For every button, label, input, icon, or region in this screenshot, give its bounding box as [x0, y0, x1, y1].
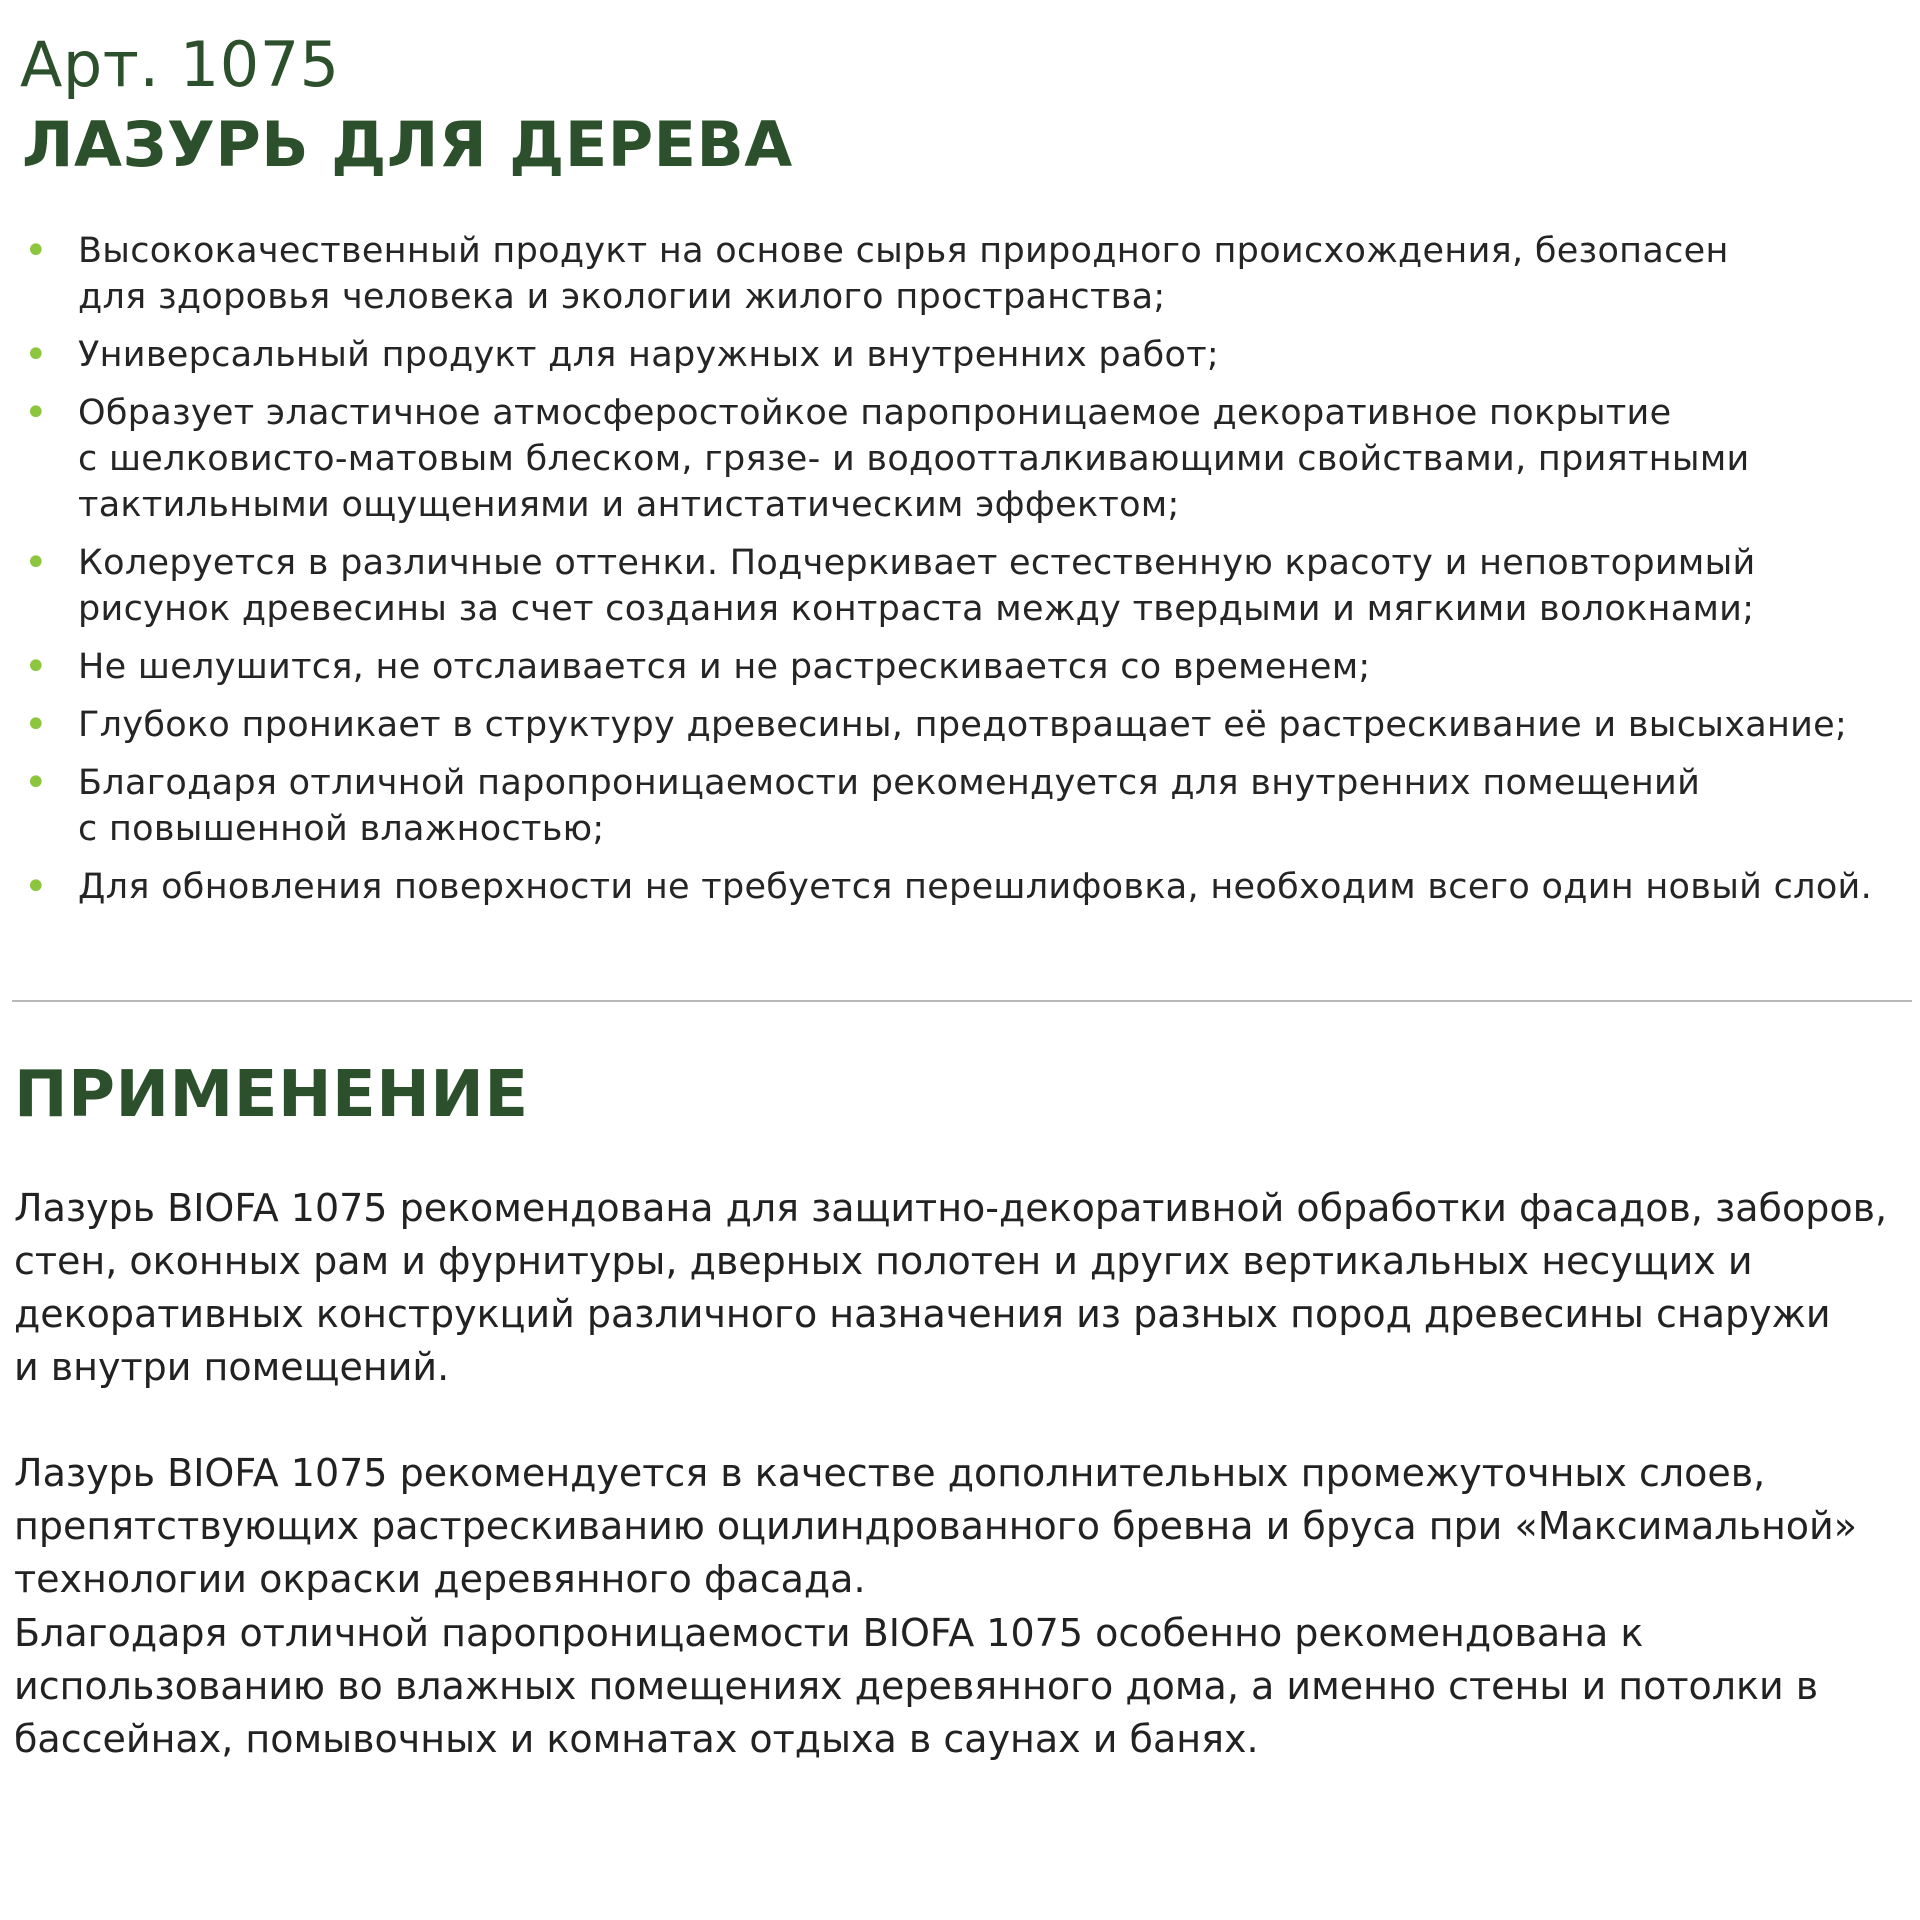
article-number: Арт. 1075: [20, 28, 340, 101]
feature-item: [24, 390, 1914, 528]
feature-text: Благодаря отличной паропроницаемости рекомендуется для внутренних помещений с повышенной влажностью;: [78, 763, 1701, 849]
bullet-icon: •: [24, 228, 48, 274]
feature-item: [24, 332, 1914, 378]
section-divider: [12, 1000, 1912, 1002]
feature-text: Не шелушится, не отслаивается и не растрескивается со временем;: [78, 647, 1371, 687]
feature-text: Образует эластичное атмосферостойкое паропроницаемое декоративное покрытие с шелковисто-матовым блеском, грязе- и водоотталкивающими свойствами, приятными тактильными ощущениями и антистатическим эффектом;: [78, 393, 1750, 525]
feature-item: [24, 644, 1914, 690]
application-paragraph: Благодаря отличной паропроницаемости BIOFA 1075 особенно рекомендована к использованию во влажных помещениях деревянного дома, а именно стены и потолки в бассейнах, помывочных и комнатах отдыха в саунах и банях.: [14, 1611, 1819, 1761]
bullet-icon: •: [24, 864, 48, 910]
feature-item: [24, 702, 1914, 748]
feature-text: Высококачественный продукт на основе сырья природного происхождения, безопасен для здоровья человека и экологии жилого пространства;: [78, 231, 1729, 317]
feature-item: [24, 540, 1914, 632]
product-title: ЛАЗУРЬ ДЛЯ ДЕРЕВА: [22, 108, 793, 181]
bullet-icon: •: [24, 760, 48, 806]
bullet-icon: •: [24, 390, 48, 436]
bullet-icon: •: [24, 702, 48, 748]
feature-text: Универсальный продукт для наружных и внутренних работ;: [78, 335, 1220, 375]
application-heading: ПРИМЕНЕНИЕ: [14, 1058, 529, 1132]
feature-text: Для обновления поверхности не требуется перешлифовка, необходим всего один новый слой.: [78, 867, 1872, 907]
application-paragraph: Лазурь BIOFA 1075 рекомендована для защитно-декоративной обработки фасадов, заборов, стен, оконных рам и фурнитуры, дверных полотен и других вертикальных несущих и декоративных конструкций различного назначения из разных пород древесины снаружи и внутри помещений.: [14, 1186, 1888, 1389]
feature-item: [24, 864, 1914, 910]
features-list: [24, 228, 1914, 922]
bullet-icon: •: [24, 332, 48, 378]
bullet-icon: •: [24, 540, 48, 586]
application-paragraph: Лазурь BIOFA 1075 рекомендуется в качестве дополнительных промежуточных слоев, препятствующих растрескиванию оцилиндрованного бревна и бруса при «Максимальной» технологии окраски деревянного фасада.: [14, 1451, 1857, 1601]
feature-item: [24, 760, 1914, 852]
bullet-icon: •: [24, 644, 48, 690]
feature-text: Колеруется в различные оттенки. Подчеркивает естественную красоту и неповторимый рисунок древесины за счет создания контраста между твердыми и мягкими волокнами;: [78, 543, 1756, 629]
feature-text: Глубоко проникает в структуру древесины, предотвращает её растрескивание и высыхание;: [78, 705, 1848, 745]
feature-item: [24, 228, 1914, 320]
